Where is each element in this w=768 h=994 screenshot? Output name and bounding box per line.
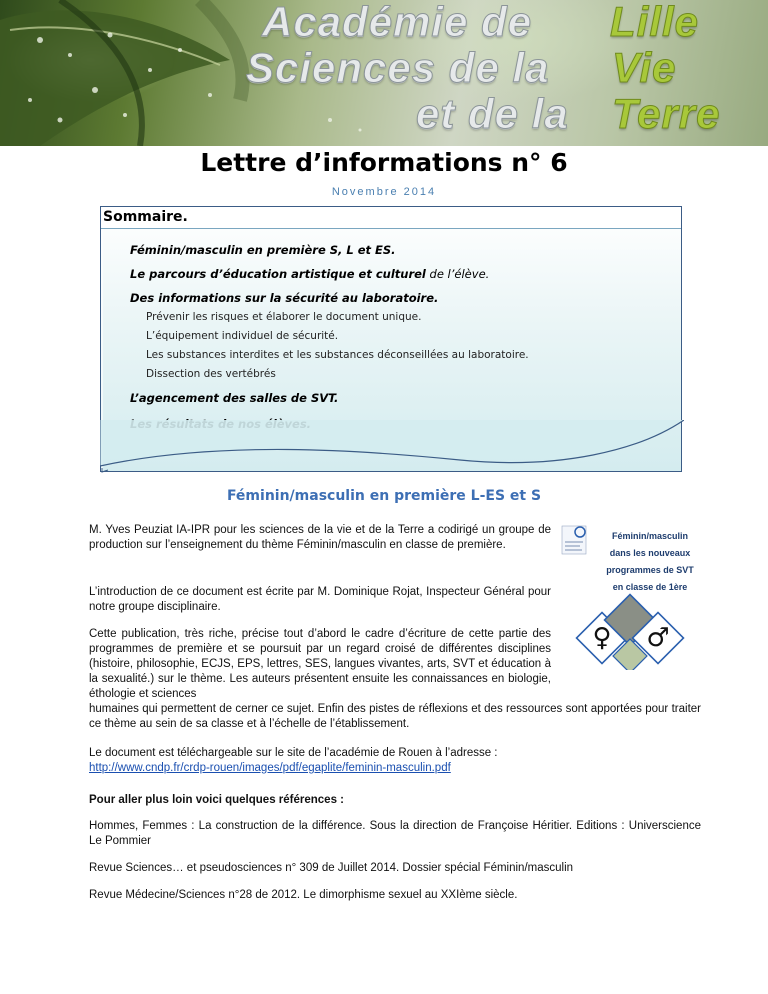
summary-subitem[interactable]: Dissection des vertébrés — [146, 368, 276, 380]
feminin-masculin-cover-image — [560, 520, 700, 670]
summary-item-label: L’agencement des salles de SVT. — [130, 391, 339, 405]
cover-caption — [600, 528, 700, 596]
summary-subitem[interactable]: Les substances interdites et les substances déconseillées au laboratoire. — [146, 349, 529, 361]
banner-line1-green: Lille — [610, 0, 700, 45]
page-title: Lettre d’informations n° 6 — [200, 148, 568, 177]
paragraph-publication-cont: humaines qui permettent de cerner ce sujet. Enfin des pistes de réflexions et des ressources sont apportées pour traiter ce thème au sein de sa classe et à l’échelle de l’établissement. — [89, 703, 701, 730]
cover-caption-line: programmes de SVT — [606, 565, 694, 575]
paragraph-intro: M. Yves Peuziat IA-IPR pour les sciences de la vie et de la Terre a codirigé un groupe de production sur l’enseignement du thème Féminin/masculin en classe de première. — [89, 524, 551, 551]
header-banner — [0, 0, 768, 146]
section-title: Féminin/masculin en première L-ES et S — [226, 488, 542, 504]
summary-wave-decoration — [100, 420, 684, 476]
references-heading: Pour aller plus loin voici quelques références : — [89, 794, 344, 806]
summary-item-parcours[interactable] — [130, 267, 489, 281]
summary-heading: Sommaire. — [101, 207, 681, 229]
reference-2: Revue Sciences… et pseudosciences n° 309 de Juillet 2014. Dossier spécial Féminin/masculin — [89, 862, 574, 874]
paragraph-publication: Cette publication, très riche, précise tout d’abord le cadre d’écriture de cette partie des programmes de première et se poursuit par un regard croisé de différentes disciplines (histoire, philosophie, ECJS, EPS, lettres, SES, langues vivantes, arts, SVT et éducation à la sexualité.) sur le thème. Les auteurs présentent ensuite les connaissances en biologie, éthologie et sciences — [89, 628, 551, 700]
banner-line2-green: Vie — [612, 44, 677, 91]
female-symbol-icon: ♀ — [592, 623, 612, 653]
document-link[interactable]: http://www.cndp.fr/crdp-rouen/images/pdf/egaplite/feminin-masculin.pdf — [89, 762, 451, 774]
issue-date: Novembre 2014 — [331, 186, 437, 198]
reference-3: Revue Médecine/Sciences n°28 de 2012. Le dimorphisme sexuel au XXIème siècle. — [89, 889, 518, 901]
male-symbol-icon: ♂ — [646, 623, 670, 653]
banner-line2-grey: Sciences de la — [246, 44, 550, 91]
banner-line3-green: Terre — [612, 90, 721, 137]
summary-item-label: Des informations sur la sécurité au laboratoire. — [130, 291, 439, 305]
summary-subitem[interactable]: L’équipement individuel de sécurité. — [146, 330, 339, 342]
cover-caption-line: Féminin/masculin — [611, 531, 689, 541]
cover-caption-line: en classe de 1ère — [612, 582, 688, 592]
summary-item-securite[interactable] — [130, 291, 438, 305]
summary-item-feminin[interactable] — [130, 243, 396, 257]
summary-subitem[interactable]: Prévenir les risques et élaborer le document unique. — [146, 311, 422, 323]
banner-line1-grey: Académie de — [262, 0, 533, 45]
reference-1: Hommes, Femmes : La construction de la différence. Sous la direction de Françoise Héritier. Editions : Universcience Le Pommier — [89, 820, 701, 847]
summary-item-rest: de l’élève. — [425, 267, 490, 281]
summary-item-label: Le parcours d’éducation artistique et culturel — [130, 267, 426, 281]
summary-item-agencement[interactable] — [130, 391, 338, 405]
cover-caption-line: dans les nouveaux — [609, 548, 691, 558]
banner-line3-grey: et de la — [416, 90, 569, 137]
summary-item-label: Féminin/masculin en première S, L et ES. — [130, 243, 396, 257]
paragraph-introduction-author: L’introduction de ce document est écrite par M. Dominique Rojat, Inspecteur Général pour notre groupe disciplinaire. — [89, 586, 551, 613]
paragraph-download: Le document est téléchargeable sur le site de l’académie de Rouen à l’adresse : — [89, 747, 498, 759]
academy-logo-icon — [562, 526, 586, 554]
